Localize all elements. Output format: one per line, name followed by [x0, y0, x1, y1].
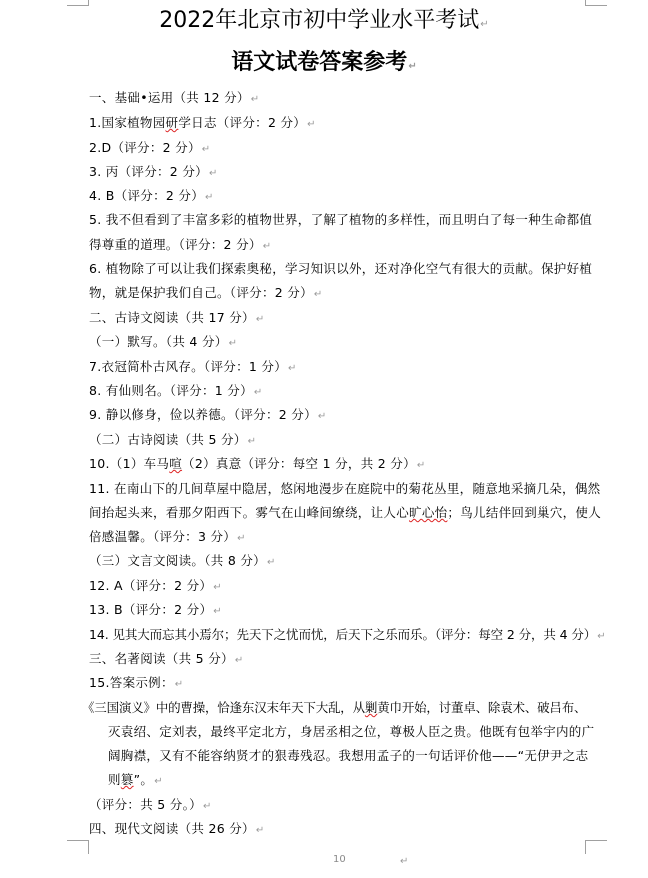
answer-line: 间抬起头来，看那夕阳西下。雾气在山峰间缭绕，让人心旷心怡；鸟儿结伴回到巢穴，使人 — [89, 505, 602, 520]
paragraph-mark-icon: ↵ — [307, 119, 316, 130]
title-text: 2022年北京市初中学业水平考试 — [159, 8, 480, 33]
answer-line: 6. 植物除了可以让我们探索奥秘，学习知识以外，还对净化空气有很大的贡献。保护好植 — [89, 261, 593, 276]
paragraph-mark-icon: ↵ — [202, 801, 212, 812]
section-heading-3: 三、名著阅读（共 5 分）↵ — [89, 651, 244, 666]
paragraph-mark-icon: ↵ — [205, 192, 214, 203]
page-corner-mark-bottom-right — [585, 840, 607, 854]
paragraph-mark-icon: ↵ — [416, 460, 426, 471]
paragraph-mark-icon: ↵ — [400, 856, 409, 867]
section-heading-2: 二、古诗文阅读（共 17 分）↵ — [89, 310, 265, 325]
answer-line: 灭袁绍、定刘表，最终平定北方，身居丞相之位，尊极人臣之贵。他既有包举宇内的广 — [108, 724, 595, 739]
subtitle-text: 语文试卷答案参考 — [231, 50, 408, 75]
page-number: 10 — [333, 854, 346, 865]
paragraph-mark-icon: ↵ — [266, 557, 276, 568]
answer-line: 12. A（评分：2 分）↵ — [89, 578, 222, 593]
answer-line: 《三国演义》中的曹操，恰逢东汉末年天下大乱，从剿黄巾开始，讨董卓、除袁术、破吕布、 — [82, 700, 587, 715]
answer-line: 7.衣冠简朴古风存。（评分：1 分）↵ — [89, 359, 297, 374]
answer-line: 倍感温馨。（评分：3 分）↵ — [89, 529, 246, 544]
paragraph-mark-icon: ↵ — [201, 144, 211, 155]
paragraph-mark-icon: ↵ — [313, 289, 323, 300]
answer-line: 10.（1）车马喧（2）真意（评分：每空 1 分，共 2 分）↵ — [89, 456, 426, 471]
answer-line: 4. B（评分：2 分）↵ — [89, 188, 214, 203]
answer-line: （评分：共 5 分。）↵ — [89, 797, 212, 812]
subsection-heading: （三）文言文阅读。（共 8 分）↵ — [89, 553, 276, 568]
answer-line: 阔胸襟，又有不能容纳贤才的狠毒残忍。我想用孟子的一句话评价他——“无伊尹之志 — [108, 748, 589, 763]
paragraph-mark-icon: ↵ — [154, 776, 163, 787]
answer-line: 物，就是保护我们自己。（评分：2 分）↵ — [89, 285, 323, 300]
answer-line: 11. 在南山下的几间草屋中隐居，悠闲地漫步在庭院中的菊花丛里，随意地采摘几朵，偶然 — [89, 481, 601, 496]
paragraph-mark-icon: ↵ — [237, 533, 246, 544]
paragraph-mark-icon: ↵ — [174, 679, 184, 690]
answer-line: 则篡”。↵ — [108, 772, 163, 787]
paragraph-mark-icon: ↵ — [228, 338, 238, 349]
paragraph-mark-icon: ↵ — [288, 363, 297, 374]
answer-line: 14. 见其大而忘其小焉尔；先天下之忧而忧，后天下之乐而乐。（评分：每空 2 分，共 4 分）↵ — [89, 627, 606, 642]
section-heading-1: 一、基础•运用（共 12 分）↵ — [89, 90, 260, 105]
paragraph-mark-icon: ↵ — [213, 582, 222, 593]
paragraph-mark-icon: ↵ — [255, 314, 265, 325]
answer-line: 8. 有仙则名。（评分：1 分）↵ — [89, 383, 263, 398]
spell-check-underline[interactable]: 喧 — [169, 456, 183, 471]
answer-line: 5. 我不但看到了丰富多彩的植物世界，了解了植物的多样性，而且明白了每一种生命都值 — [89, 212, 593, 227]
paragraph-mark-icon: ↵ — [317, 411, 327, 422]
paragraph-mark-icon: ↵ — [253, 387, 263, 398]
subsection-heading: （一）默写。（共 4 分）↵ — [89, 334, 238, 349]
spell-check-underline[interactable]: 研 — [165, 115, 179, 130]
answer-line: 15.答案示例：↵ — [89, 675, 184, 690]
paragraph-mark-icon: ↵ — [408, 61, 417, 72]
paragraph-mark-icon: ↵ — [247, 436, 257, 447]
answer-line: 1.国家植物园研学日志（评分：2 分）↵ — [89, 115, 316, 130]
paragraph-mark-icon: ↵ — [234, 655, 244, 666]
answer-line: 9. 静以修身，俭以养德。（评分：2 分）↵ — [89, 407, 327, 422]
answer-line: 3. 丙（评分：2 分）↵ — [89, 164, 218, 179]
answer-line: 得尊重的道理。（评分：2 分）↵ — [89, 237, 272, 252]
page-corner-mark-top-left — [67, 0, 89, 6]
paragraph-mark-icon: ↵ — [213, 606, 222, 617]
subsection-heading: （二）古诗阅读（共 5 分）↵ — [89, 432, 257, 447]
paragraph-mark-icon: ↵ — [208, 168, 218, 179]
paragraph-mark-icon: ↵ — [480, 19, 489, 30]
paragraph-mark-icon: ↵ — [250, 94, 260, 105]
spell-check-underline[interactable]: 旷心怡 — [409, 505, 448, 520]
answer-line: 2.D（评分：2 分）↵ — [89, 140, 211, 155]
document-subtitle — [0, 50, 648, 80]
paragraph-mark-icon: ↵ — [597, 631, 606, 642]
document-title — [0, 8, 648, 38]
paragraph-mark-icon: ↵ — [255, 825, 265, 836]
spell-check-underline[interactable]: 剿 — [364, 700, 378, 715]
spell-check-underline[interactable]: 篡 — [120, 772, 134, 787]
answer-line: 13. B（评分：2 分）↵ — [89, 602, 222, 617]
section-heading-4: 四、现代文阅读（共 26 分）↵ — [89, 821, 265, 836]
page-corner-mark-top-right — [585, 0, 607, 6]
paragraph-mark-icon: ↵ — [262, 241, 272, 252]
page-corner-mark-bottom-left — [67, 840, 89, 854]
